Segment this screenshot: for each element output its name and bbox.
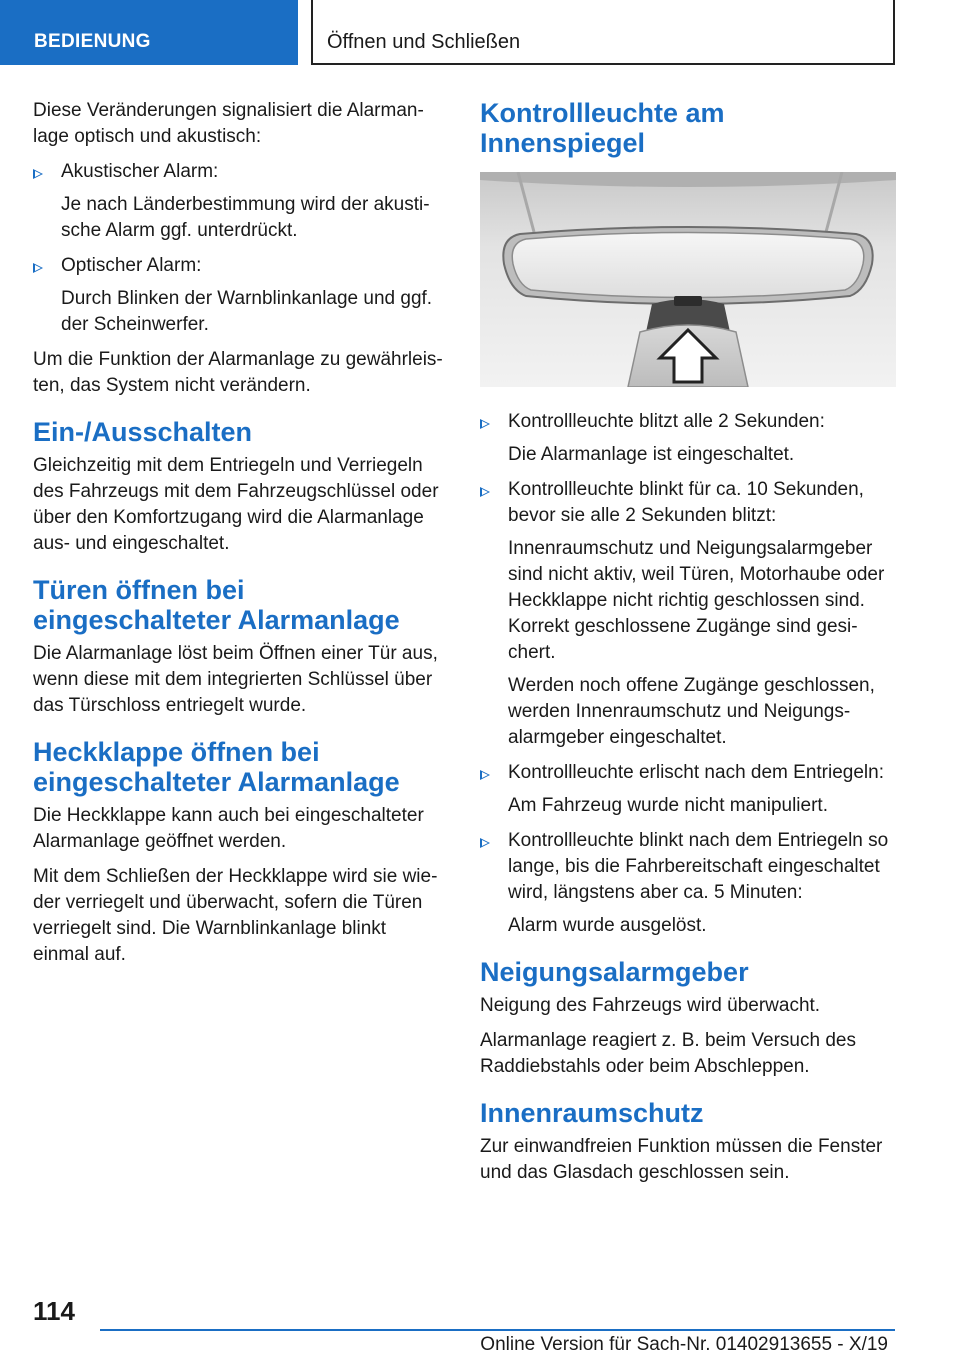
bullet-title: Kontrollleuchte erlischt nach dem Entriegeln: <box>508 762 884 783</box>
function-note: Um die Funktion der Alarmanlage zu gewährleis-ten, das System nicht verändern. <box>33 349 443 396</box>
bullet-triangle-icon <box>33 263 43 273</box>
open-tailgate-text-2: Mit dem Schließen der Heckklappe wird sie wie-der verriegelt und überwacht, sofern die Türen verriegelt sind. Die Warnblinkanlage blinkt einmal auf. <box>33 866 438 965</box>
bullet-triangle-icon <box>480 770 490 780</box>
section-tab: BEDIENUNG <box>0 0 298 65</box>
bullet-title: Kontrollleuchte blinkt nach dem Entriegeln so lange, bis die Fahrbereitschaft eingeschaltet wird, längstens aber ca. 5 Minuten: <box>508 830 889 903</box>
bullet-title: Akustischer Alarm: <box>61 161 219 182</box>
heading-indicator-light: Kontrollleuchte am Innenspiegel <box>480 98 725 158</box>
bullet-acoustic-alarm <box>33 159 447 244</box>
open-doors-text: Die Alarmanlage löst beim Öffnen einer Tür aus, wenn diese mit dem integrierten Schlüssel über das Türschloss entriegelt wurde. <box>33 643 438 716</box>
switch-on-off-text: Gleichzeitig mit dem Entriegeln und Verriegeln des Fahrzeugs mit dem Fahrzeugschlüssel oder über den Komfortzugang wird die Alarmanlage aus- und eingeschaltet. <box>33 455 439 554</box>
bullet-text: Durch Blinken der Warnblinkanlage und ggf. der Scheinwerfer. <box>61 288 433 335</box>
bullet-text: Je nach Länderbestimmung wird der akusti-sche Alarm ggf. unterdrückt. <box>61 194 430 241</box>
bullet-title: Kontrollleuchte blinkt für ca. 10 Sekunden, bevor sie alle 2 Sekunden blitzt: <box>508 479 864 526</box>
bullet-text: Werden noch offene Zugänge geschlossen, werden Innenraumschutz und Neigungs-alarmgeber eingeschaltet. <box>508 675 875 748</box>
tilt-sensor-text-1: Neigung des Fahrzeugs wird überwacht. <box>480 995 821 1016</box>
bullet-triangle-icon <box>480 419 490 429</box>
tilt-sensor-text-2: Alarmanlage reagiert z. B. beim Versuch des Raddiebstahls oder beim Abschleppen. <box>480 1030 856 1077</box>
bullet-indicator-goes-out <box>480 760 896 819</box>
chapter-title: Öffnen und Schließen <box>311 0 895 65</box>
interior-mirror-illustration <box>480 172 896 387</box>
bullet-text: Alarm wurde ausgelöst. <box>508 915 707 936</box>
heading-open-tailgate: Heckklappe öffnen bei eingeschalteter Alarmanlage <box>33 737 400 797</box>
footer-divider <box>100 1329 895 1331</box>
right-column <box>480 98 896 1195</box>
open-tailgate-text-1: Die Heckklappe kann auch bei eingeschalteter Alarmanlage geöffnet werden. <box>33 805 424 852</box>
left-column <box>33 98 447 977</box>
bullet-triangle-icon <box>480 487 490 497</box>
bullet-optical-alarm <box>33 253 447 338</box>
heading-switch-on-off: Ein-/Ausschalten <box>33 417 253 447</box>
bullet-indicator-blinks-10s <box>480 477 896 751</box>
bullet-text: Am Fahrzeug wurde nicht manipuliert. <box>508 795 828 816</box>
footer-online-version: Online Version für Sach-Nr. 01402913655 - X/19 <box>480 1334 888 1355</box>
heading-open-doors: Türen öffnen bei eingeschalteter Alarmanlage <box>33 575 400 635</box>
bullet-text: Die Alarmanlage ist eingeschaltet. <box>508 444 795 465</box>
page-number: 114 <box>33 1296 75 1326</box>
heading-tilt-sensor: Neigungsalarmgeber <box>480 957 749 987</box>
interior-protection-text: Zur einwandfreien Funktion müssen die Fenster und das Glasdach geschlossen sein. <box>480 1136 883 1183</box>
intro-paragraph: Diese Veränderungen signalisiert die Alarman-lage optisch und akustisch: <box>33 100 424 147</box>
bullet-indicator-blinks-after-unlock <box>480 828 896 939</box>
heading-interior-protection: Innenraumschutz <box>480 1098 704 1128</box>
bullet-text: Innenraumschutz und Neigungsalarmgeber sind nicht aktiv, weil Türen, Motorhaube oder Heckklappe nicht richtig geschlossen sind. Korrekt geschlossene Zugänge sind gesi-chert. <box>508 538 885 663</box>
bullet-title: Kontrollleuchte blitzt alle 2 Sekunden: <box>508 411 825 432</box>
bullet-indicator-flashes <box>480 409 896 468</box>
bullet-triangle-icon <box>33 169 43 179</box>
bullet-title: Optischer Alarm: <box>61 255 202 276</box>
bullet-triangle-icon <box>480 838 490 848</box>
